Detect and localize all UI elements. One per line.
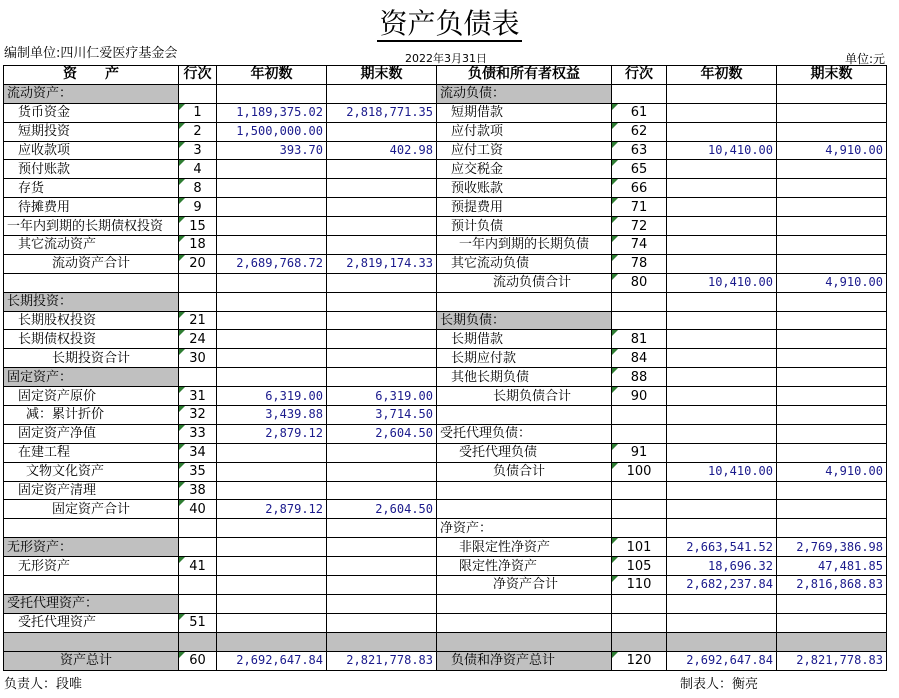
right-line-no-cell <box>612 500 667 519</box>
right-begin-value-cell <box>667 443 777 462</box>
left-line-no-cell: 24 <box>179 330 217 349</box>
left-end-value-cell: 2,604.50 <box>327 424 437 443</box>
left-end-value-cell <box>327 122 437 141</box>
left-begin-value-cell <box>217 368 327 387</box>
unit-label: 单位:元 <box>844 52 885 66</box>
left-label-cell: 待摊费用 <box>4 198 179 217</box>
right-label-cell <box>437 292 612 311</box>
right-line-no-cell: 78 <box>612 254 667 273</box>
right-line-no-cell: 110 <box>612 576 667 595</box>
right-line-no-cell: 84 <box>612 349 667 368</box>
right-line-no-cell: 61 <box>612 103 667 122</box>
left-line-no-cell <box>179 273 217 292</box>
right-begin-value-cell <box>667 254 777 273</box>
right-begin-value-cell <box>667 311 777 330</box>
header-begin-right: 年初数 <box>667 66 777 85</box>
table-row <box>4 122 887 141</box>
left-label-cell: 货币资金 <box>4 103 179 122</box>
right-begin-value-cell <box>667 122 777 141</box>
left-line-no-cell: 30 <box>179 349 217 368</box>
right-begin-value-cell <box>667 292 777 311</box>
table-row <box>4 462 887 481</box>
right-line-no-cell: 105 <box>612 557 667 576</box>
table-row <box>4 198 887 217</box>
left-end-value-cell <box>327 217 437 236</box>
right-line-no-cell: 63 <box>612 141 667 160</box>
left-label-cell: 其它流动资产 <box>4 236 179 255</box>
left-begin-value-cell: 1,500,000.00 <box>217 122 327 141</box>
right-label-cell <box>437 632 612 651</box>
left-end-value-cell <box>327 273 437 292</box>
header-line-no-right: 行次 <box>612 66 667 85</box>
left-end-value-cell <box>327 632 437 651</box>
right-end-value-cell <box>777 292 887 311</box>
right-begin-value-cell <box>667 198 777 217</box>
right-label-cell <box>437 613 612 632</box>
right-end-value-cell: 4,910.00 <box>777 273 887 292</box>
table-row <box>4 84 887 103</box>
right-end-value-cell <box>777 198 887 217</box>
right-label-cell: 非限定性净资产 <box>437 538 612 557</box>
table-row <box>4 141 887 160</box>
left-label-cell <box>4 576 179 595</box>
right-line-no-cell: 101 <box>612 538 667 557</box>
left-label-cell <box>4 632 179 651</box>
left-end-value-cell <box>327 557 437 576</box>
right-line-no-cell: 91 <box>612 443 667 462</box>
left-label-cell: 固定资产清理 <box>4 481 179 500</box>
right-line-no-cell <box>612 632 667 651</box>
left-begin-value-cell <box>217 84 327 103</box>
right-begin-value-cell <box>667 160 777 179</box>
table-row <box>4 236 887 255</box>
right-begin-value-cell: 2,682,237.84 <box>667 576 777 595</box>
right-line-no-cell <box>612 613 667 632</box>
left-begin-value-cell <box>217 330 327 349</box>
left-end-value-cell: 2,821,778.83 <box>327 651 437 670</box>
left-label-cell: 无形资产： <box>4 538 179 557</box>
right-label-cell <box>437 594 612 613</box>
header-begin: 年初数 <box>217 66 327 85</box>
right-line-no-cell: 62 <box>612 122 667 141</box>
right-line-no-cell <box>612 481 667 500</box>
left-label-cell: 长期股权投资 <box>4 311 179 330</box>
left-begin-value-cell <box>217 349 327 368</box>
left-end-value-cell <box>327 330 437 349</box>
left-begin-value-cell <box>217 557 327 576</box>
left-end-value-cell <box>327 311 437 330</box>
left-end-value-cell: 2,604.50 <box>327 500 437 519</box>
table-row <box>4 387 887 406</box>
right-label-cell: 流动负债： <box>437 84 612 103</box>
right-line-no-cell: 120 <box>612 651 667 670</box>
right-begin-value-cell <box>667 349 777 368</box>
report-title <box>0 2 899 42</box>
left-begin-value-cell <box>217 538 327 557</box>
right-line-no-cell: 90 <box>612 387 667 406</box>
left-end-value-cell <box>327 84 437 103</box>
left-end-value-cell: 6,319.00 <box>327 387 437 406</box>
right-label-cell: 应付款项 <box>437 122 612 141</box>
left-line-no-cell <box>179 632 217 651</box>
table-row <box>4 576 887 595</box>
table-row <box>4 292 887 311</box>
left-begin-value-cell <box>217 462 327 481</box>
right-begin-value-cell <box>667 632 777 651</box>
right-end-value-cell <box>777 179 887 198</box>
left-end-value-cell <box>327 368 437 387</box>
left-end-value-cell <box>327 160 437 179</box>
right-label-cell: 应交税金 <box>437 160 612 179</box>
left-end-value-cell: 2,818,771.35 <box>327 103 437 122</box>
left-line-no-cell <box>179 594 217 613</box>
left-label-cell: 长期投资合计 <box>4 349 179 368</box>
right-label-cell: 预计负债 <box>437 217 612 236</box>
right-label-cell: 限定性净资产 <box>437 557 612 576</box>
left-line-no-cell: 20 <box>179 254 217 273</box>
header-end-right: 期末数 <box>777 66 887 85</box>
table-row <box>4 651 887 670</box>
left-label-cell: 长期投资： <box>4 292 179 311</box>
right-end-value-cell <box>777 236 887 255</box>
right-line-no-cell <box>612 292 667 311</box>
right-end-value-cell <box>777 481 887 500</box>
right-line-no-cell: 100 <box>612 462 667 481</box>
left-end-value-cell: 402.98 <box>327 141 437 160</box>
table-row <box>4 594 887 613</box>
left-line-no-cell: 8 <box>179 179 217 198</box>
left-begin-value-cell: 1,189,375.02 <box>217 103 327 122</box>
right-label-cell: 其它流动负债 <box>437 254 612 273</box>
right-begin-value-cell <box>667 330 777 349</box>
right-end-value-cell <box>777 368 887 387</box>
table-row <box>4 254 887 273</box>
left-end-value-cell <box>327 613 437 632</box>
right-label-cell <box>437 481 612 500</box>
right-label-cell: 流动负债合计 <box>437 273 612 292</box>
right-label-cell: 预收账款 <box>437 179 612 198</box>
table-row <box>4 613 887 632</box>
right-end-value-cell: 47,481.85 <box>777 557 887 576</box>
right-label-cell: 长期应付款 <box>437 349 612 368</box>
right-begin-value-cell <box>667 519 777 538</box>
left-begin-value-cell: 2,692,647.84 <box>217 651 327 670</box>
right-end-value-cell <box>777 330 887 349</box>
left-line-no-cell <box>179 368 217 387</box>
left-begin-value-cell <box>217 632 327 651</box>
left-begin-value-cell <box>217 217 327 236</box>
right-label-cell: 净资产： <box>437 519 612 538</box>
left-label-cell: 长期债权投资 <box>4 330 179 349</box>
left-label-cell: 无形资产 <box>4 557 179 576</box>
table-row <box>4 311 887 330</box>
right-begin-value-cell <box>667 368 777 387</box>
right-begin-value-cell <box>667 84 777 103</box>
right-begin-value-cell <box>667 236 777 255</box>
left-begin-value-cell: 3,439.88 <box>217 406 327 425</box>
left-end-value-cell <box>327 349 437 368</box>
right-end-value-cell <box>777 613 887 632</box>
left-begin-value-cell: 6,319.00 <box>217 387 327 406</box>
left-label-cell: 预付账款 <box>4 160 179 179</box>
right-end-value-cell <box>777 387 887 406</box>
left-line-no-cell: 21 <box>179 311 217 330</box>
left-begin-value-cell <box>217 576 327 595</box>
table-row <box>4 349 887 368</box>
table-row <box>4 538 887 557</box>
right-label-cell: 长期负债合计 <box>437 387 612 406</box>
left-line-no-cell: 35 <box>179 462 217 481</box>
right-label-cell: 其他长期负债 <box>437 368 612 387</box>
left-line-no-cell: 18 <box>179 236 217 255</box>
right-end-value-cell <box>777 349 887 368</box>
right-line-no-cell: 72 <box>612 217 667 236</box>
table-row <box>4 632 887 651</box>
right-end-value-cell <box>777 311 887 330</box>
left-end-value-cell <box>327 481 437 500</box>
left-label-cell: 固定资产原价 <box>4 387 179 406</box>
right-end-value-cell <box>777 406 887 425</box>
left-line-no-cell: 2 <box>179 122 217 141</box>
right-begin-value-cell: 10,410.00 <box>667 462 777 481</box>
right-begin-value-cell: 18,696.32 <box>667 557 777 576</box>
left-line-no-cell: 15 <box>179 217 217 236</box>
table-row <box>4 557 887 576</box>
table-row <box>4 179 887 198</box>
left-line-no-cell: 32 <box>179 406 217 425</box>
left-end-value-cell <box>327 179 437 198</box>
left-begin-value-cell <box>217 160 327 179</box>
left-label-cell: 受托代理资产 <box>4 613 179 632</box>
right-begin-value-cell <box>667 594 777 613</box>
left-end-value-cell <box>327 443 437 462</box>
right-end-value-cell <box>777 103 887 122</box>
left-end-value-cell: 2,819,174.33 <box>327 254 437 273</box>
left-begin-value-cell <box>217 198 327 217</box>
right-line-no-cell: 81 <box>612 330 667 349</box>
left-line-no-cell <box>179 84 217 103</box>
report-title-text: 资产负债表 <box>379 7 520 40</box>
right-line-no-cell: 74 <box>612 236 667 255</box>
right-label-cell: 长期借款 <box>437 330 612 349</box>
right-label-cell: 受托代理负债 <box>437 443 612 462</box>
right-begin-value-cell <box>667 613 777 632</box>
right-label-cell: 长期负债： <box>437 311 612 330</box>
left-label-cell: 流动资产合计 <box>4 254 179 273</box>
table-row <box>4 406 887 425</box>
right-begin-value-cell <box>667 103 777 122</box>
right-label-cell: 负债和净资产总计 <box>437 651 612 670</box>
right-begin-value-cell: 10,410.00 <box>667 141 777 160</box>
left-label-cell: 一年内到期的长期债权投资 <box>4 217 179 236</box>
left-label-cell <box>4 519 179 538</box>
organization-label: 编制单位:四川仁爱医疗基金会 <box>4 46 178 61</box>
right-end-value-cell <box>777 443 887 462</box>
table-row <box>4 273 887 292</box>
table-row <box>4 500 887 519</box>
left-begin-value-cell <box>217 594 327 613</box>
left-begin-value-cell <box>217 179 327 198</box>
right-label-cell: 预提费用 <box>437 198 612 217</box>
right-begin-value-cell <box>667 481 777 500</box>
left-line-no-cell: 34 <box>179 443 217 462</box>
left-begin-value-cell <box>217 443 327 462</box>
right-label-cell: 一年内到期的长期负债 <box>437 236 612 255</box>
right-label-cell: 应付工资 <box>437 141 612 160</box>
right-line-no-cell <box>612 424 667 443</box>
right-line-no-cell: 88 <box>612 368 667 387</box>
right-end-value-cell: 2,821,778.83 <box>777 651 887 670</box>
right-label-cell: 负债合计 <box>437 462 612 481</box>
left-label-cell: 固定资产净值 <box>4 424 179 443</box>
right-begin-value-cell <box>667 424 777 443</box>
left-label-cell: 应收款项 <box>4 141 179 160</box>
header-end: 期末数 <box>327 66 437 85</box>
right-line-no-cell: 80 <box>612 273 667 292</box>
left-line-no-cell <box>179 292 217 311</box>
left-begin-value-cell: 393.70 <box>217 141 327 160</box>
right-begin-value-cell: 10,410.00 <box>667 273 777 292</box>
table-header-row <box>4 66 887 85</box>
right-line-no-cell <box>612 406 667 425</box>
right-label-cell: 短期借款 <box>437 103 612 122</box>
left-label-cell: 资产总计 <box>4 651 179 670</box>
right-begin-value-cell: 2,692,647.84 <box>667 651 777 670</box>
left-line-no-cell <box>179 538 217 557</box>
preparer: 制表人：衡亮 <box>680 677 759 692</box>
table-row <box>4 330 887 349</box>
left-end-value-cell <box>327 576 437 595</box>
right-end-value-cell <box>777 217 887 236</box>
left-end-value-cell <box>327 292 437 311</box>
right-label-cell <box>437 500 612 519</box>
left-begin-value-cell <box>217 236 327 255</box>
left-line-no-cell: 1 <box>179 103 217 122</box>
right-end-value-cell: 4,910.00 <box>777 462 887 481</box>
table-row <box>4 103 887 122</box>
right-begin-value-cell <box>667 179 777 198</box>
left-begin-value-cell: 2,879.12 <box>217 424 327 443</box>
right-label-cell: 受托代理负债： <box>437 424 612 443</box>
right-end-value-cell <box>777 160 887 179</box>
right-end-value-cell <box>777 254 887 273</box>
table-row <box>4 443 887 462</box>
left-label-cell: 固定资产： <box>4 368 179 387</box>
report-date: 2022年3月31日 <box>405 52 487 65</box>
left-line-no-cell: 60 <box>179 651 217 670</box>
left-line-no-cell: 38 <box>179 481 217 500</box>
table-row <box>4 368 887 387</box>
left-label-cell: 在建工程 <box>4 443 179 462</box>
right-line-no-cell <box>612 311 667 330</box>
right-end-value-cell <box>777 632 887 651</box>
right-begin-value-cell <box>667 500 777 519</box>
right-end-value-cell <box>777 84 887 103</box>
left-label-cell: 文物文化资产 <box>4 462 179 481</box>
right-line-no-cell <box>612 594 667 613</box>
left-begin-value-cell: 2,689,768.72 <box>217 254 327 273</box>
left-end-value-cell <box>327 538 437 557</box>
left-line-no-cell: 33 <box>179 424 217 443</box>
header-assets: 资 产 <box>4 66 179 85</box>
right-end-value-cell <box>777 424 887 443</box>
right-end-value-cell: 4,910.00 <box>777 141 887 160</box>
right-end-value-cell <box>777 500 887 519</box>
left-begin-value-cell <box>217 273 327 292</box>
left-end-value-cell: 3,714.50 <box>327 406 437 425</box>
header-liabilities: 负债和所有者权益 <box>437 66 612 85</box>
left-line-no-cell: 31 <box>179 387 217 406</box>
right-end-value-cell <box>777 122 887 141</box>
right-begin-value-cell <box>667 406 777 425</box>
right-line-no-cell: 71 <box>612 198 667 217</box>
right-label-cell <box>437 406 612 425</box>
left-label-cell: 受托代理资产： <box>4 594 179 613</box>
right-end-value-cell <box>777 519 887 538</box>
right-label-cell: 净资产合计 <box>437 576 612 595</box>
table-row <box>4 519 887 538</box>
left-begin-value-cell: 2,879.12 <box>217 500 327 519</box>
left-label-cell: 减：累计折价 <box>4 406 179 425</box>
left-line-no-cell: 40 <box>179 500 217 519</box>
responsible-person: 负责人：段唯 <box>4 677 83 692</box>
left-begin-value-cell <box>217 519 327 538</box>
left-line-no-cell: 51 <box>179 613 217 632</box>
left-line-no-cell: 3 <box>179 141 217 160</box>
right-end-value-cell <box>777 594 887 613</box>
header-line-no: 行次 <box>179 66 217 85</box>
table-row <box>4 160 887 179</box>
left-label-cell: 短期投资 <box>4 122 179 141</box>
left-label-cell: 存货 <box>4 179 179 198</box>
right-line-no-cell <box>612 519 667 538</box>
right-end-value-cell: 2,769,386.98 <box>777 538 887 557</box>
left-line-no-cell: 41 <box>179 557 217 576</box>
left-line-no-cell <box>179 519 217 538</box>
right-begin-value-cell <box>667 387 777 406</box>
right-begin-value-cell <box>667 217 777 236</box>
left-end-value-cell <box>327 519 437 538</box>
right-begin-value-cell: 2,663,541.52 <box>667 538 777 557</box>
left-begin-value-cell <box>217 311 327 330</box>
right-line-no-cell: 65 <box>612 160 667 179</box>
left-begin-value-cell <box>217 292 327 311</box>
table-row <box>4 481 887 500</box>
left-end-value-cell <box>327 236 437 255</box>
right-end-value-cell: 2,816,868.83 <box>777 576 887 595</box>
left-label-cell <box>4 273 179 292</box>
table-row <box>4 217 887 236</box>
left-label-cell: 固定资产合计 <box>4 500 179 519</box>
table-row <box>4 424 887 443</box>
left-label-cell: 流动资产： <box>4 84 179 103</box>
left-begin-value-cell <box>217 481 327 500</box>
right-line-no-cell: 66 <box>612 179 667 198</box>
left-end-value-cell <box>327 198 437 217</box>
left-line-no-cell <box>179 576 217 595</box>
left-line-no-cell: 9 <box>179 198 217 217</box>
left-line-no-cell: 4 <box>179 160 217 179</box>
left-end-value-cell <box>327 594 437 613</box>
left-end-value-cell <box>327 462 437 481</box>
left-begin-value-cell <box>217 613 327 632</box>
balance-sheet-table <box>3 65 887 671</box>
right-line-no-cell <box>612 84 667 103</box>
